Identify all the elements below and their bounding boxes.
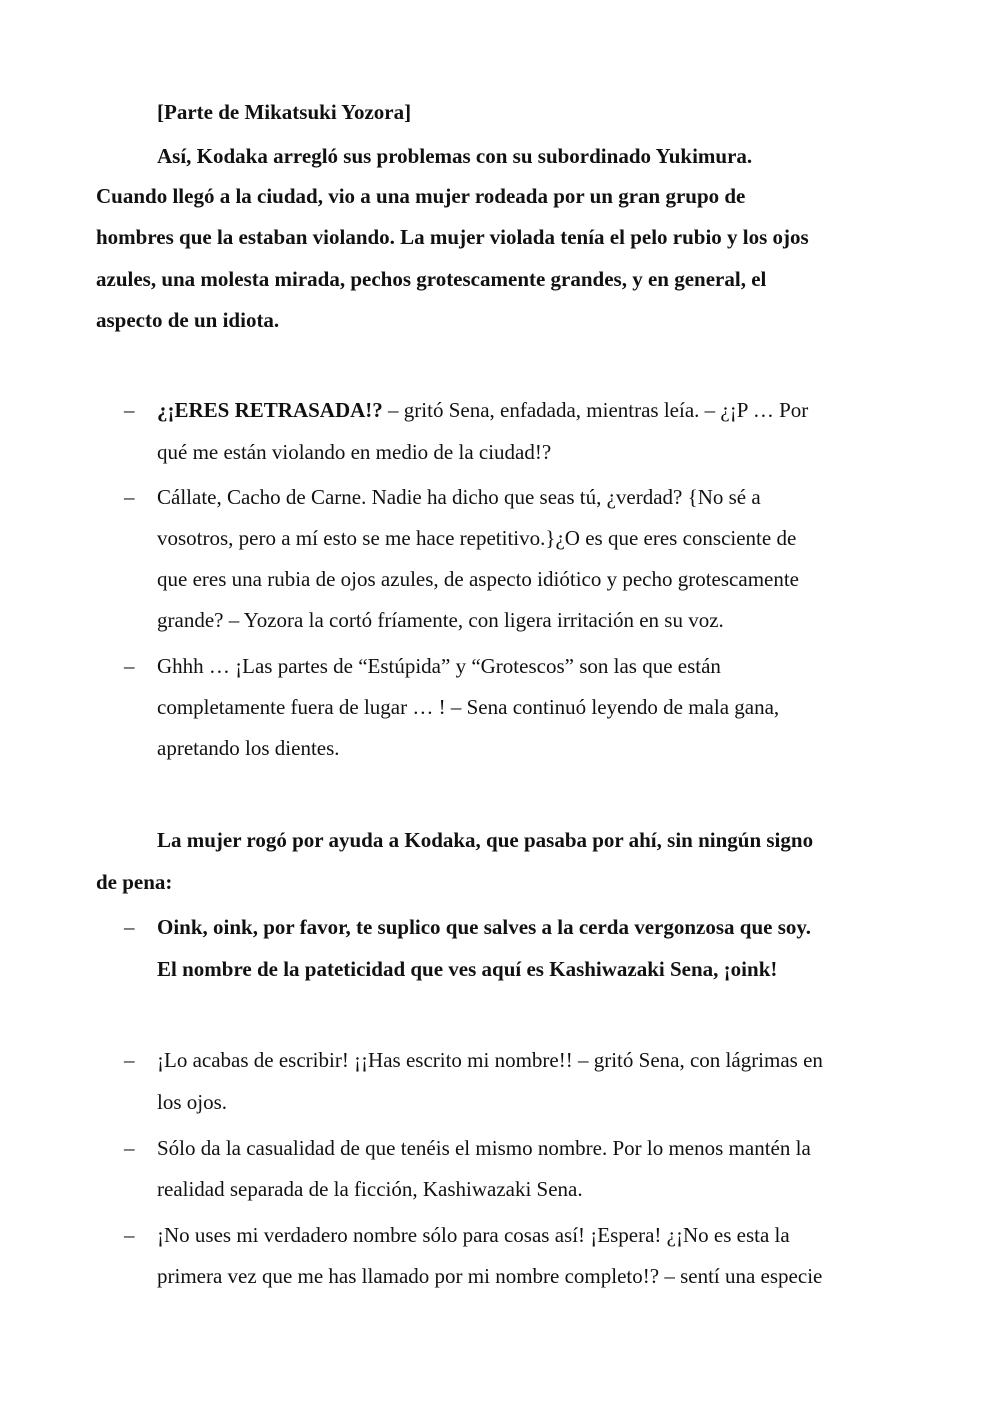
dialogue-line: realidad separada de la ficción, Kashiwazaki Sena. [157, 1177, 583, 1201]
dialogue-dash: – [124, 485, 135, 509]
dialogue-dash: – [124, 654, 135, 678]
dialogue-shout: ¿¡ERES RETRASADA!? [157, 398, 383, 422]
dialogue-line: ¡No uses mi verdadero nombre sólo para cosas así! ¡Espera! ¿¡No es esta la [157, 1223, 790, 1247]
dialogue-line [157, 396, 808, 424]
dialogue-line: vosotros, pero a mí esto se me hace repetitivo.}¿O es que eres consciente de [157, 526, 797, 550]
dialogue-line: completamente fuera de lugar … ! – Sena continuó leyendo de mala gana, [157, 695, 780, 719]
narration-line: de pena: [96, 870, 173, 894]
section-header: [Parte de Mikatsuki Yozora] [157, 100, 412, 124]
narration-line: Así, Kodaka arregló sus problemas con su subordinado Yukimura. [157, 144, 753, 168]
dialogue-dash: – [124, 398, 135, 422]
dialogue-line: El nombre de la pateticidad que ves aquí es Kashiwazaki Sena, ¡oink! [157, 957, 778, 981]
dialogue-line: qué me están violando en medio de la ciudad!? [157, 440, 552, 464]
narration-line: azules, una molesta mirada, pechos grotescamente grandes, y en general, el [96, 267, 767, 291]
dialogue-line: ¡Lo acabas de escribir! ¡¡Has escrito mi nombre!! – gritó Sena, con lágrimas en [157, 1048, 823, 1072]
dialogue-line: grande? – Yozora la cortó fríamente, con ligera irritación en su voz. [157, 608, 724, 632]
dialogue-dash: – [124, 1136, 135, 1160]
dialogue-dash: – [124, 915, 135, 939]
dialogue-line: los ojos. [157, 1090, 228, 1114]
dialogue-dash: – [124, 1048, 135, 1072]
dialogue-line: Sólo da la casualidad de que tenéis el mismo nombre. Por lo menos mantén la [157, 1136, 811, 1160]
narration-line: Cuando llegó a la ciudad, vio a una mujer rodeada por un gran grupo de [96, 184, 746, 208]
dialogue-line: apretando los dientes. [157, 736, 340, 760]
narration-line: hombres que la estaban violando. La mujer violada tenía el pelo rubio y los ojos [96, 225, 809, 249]
dialogue-text: – gritó Sena, enfadada, mientras leía. – ¿¡P … Por [382, 398, 809, 422]
dialogue-line: Oink, oink, por favor, te suplico que salves a la cerda vergonzosa que soy. [157, 915, 811, 939]
dialogue-line: Ghhh … ¡Las partes de “Estúpida” y “Grotescos” son las que están [157, 654, 721, 678]
dialogue-line: Cállate, Cacho de Carne. Nadie ha dicho que seas tú, ¿verdad? {No sé a [157, 485, 761, 509]
dialogue-dash: – [124, 1223, 135, 1247]
narration-line: aspecto de un idiota. [96, 308, 280, 332]
dialogue-line: primera vez que me has llamado por mi nombre completo!? – sentí una especie [157, 1264, 823, 1288]
dialogue-line: que eres una rubia de ojos azules, de aspecto idiótico y pecho grotescamente [157, 567, 800, 591]
narration-line: La mujer rogó por ayuda a Kodaka, que pasaba por ahí, sin ningún signo [157, 828, 814, 852]
